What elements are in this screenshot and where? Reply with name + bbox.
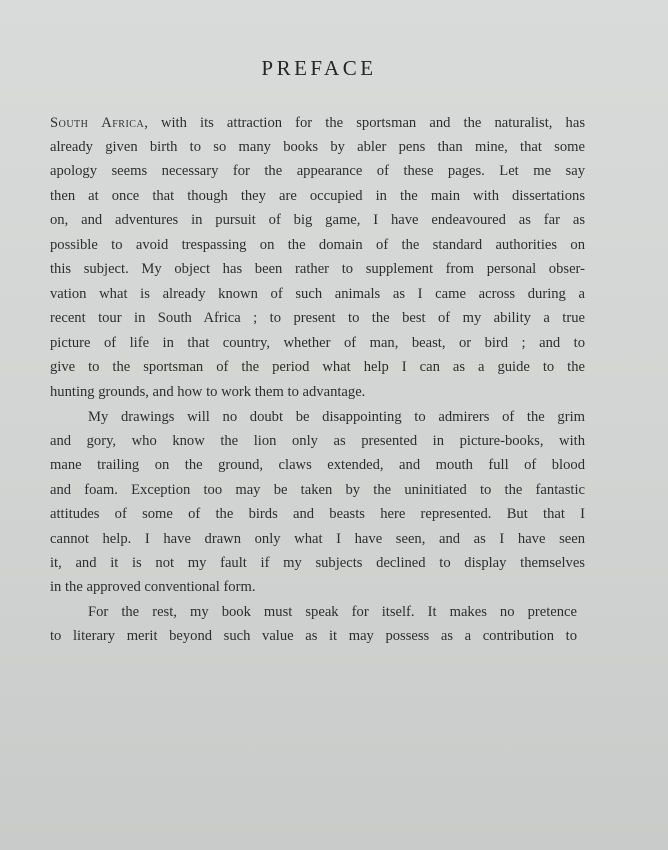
text-line: picture of life in that country, whether of man, beast, or bird ; and to (50, 335, 585, 351)
text-line: and foam. Exception too may be taken by the uninitiated to the fantastic (50, 482, 585, 498)
text-line: South Africa, with its attraction for the sportsman and the naturalist, has (50, 115, 585, 131)
text-line: it, and it is not my fault if my subjects declined to display themselves (50, 555, 585, 571)
text-line: and gory, who know the lion only as presented in picture-books, with (50, 433, 585, 449)
text-line: apology seems necessary for the appearance of these pages. Let me say (50, 163, 585, 179)
text-line: recent tour in South Africa ; to present to the best of my ability a true (50, 310, 585, 326)
text-line: to literary merit beyond such value as it may possess as a contribution to (50, 628, 577, 644)
text-line: vation what is already known of such animals as I came across during a (50, 286, 585, 302)
text-line: already given birth to so many books by abler pens than mine, that some (50, 139, 585, 155)
text-line: cannot help. I have drawn only what I have seen, and as I have seen (50, 531, 585, 547)
text-line: possible to avoid trespassing on the domain of the standard authorities on (50, 237, 585, 253)
text-line: on, and adventures in pursuit of big game, I have endeavoured as far as (50, 212, 585, 228)
text-line: For the rest, my book must speak for itself. It makes no pretence (88, 604, 577, 620)
text-line: My drawings will no doubt be disappointing to admirers of the grim (88, 409, 585, 425)
text-line: mane trailing on the ground, claws extended, and mouth full of blood (50, 457, 585, 473)
text-line: attitudes of some of the birds and beasts here represented. But that I (50, 506, 585, 522)
lead-small-caps: South Africa (50, 115, 145, 131)
text-line: in the approved conventional form. (50, 579, 256, 595)
text-line: this subject. My object has been rather to supplement from personal obser- (50, 261, 585, 277)
text-line: give to the sportsman of the period what help I can as a guide to the (50, 359, 585, 375)
text-line: hunting grounds, and how to work them to advantage. (50, 384, 366, 400)
page-title: PREFACE (261, 56, 377, 80)
text-line: then at once that though they are occupied in the main with dissertations (50, 188, 585, 204)
